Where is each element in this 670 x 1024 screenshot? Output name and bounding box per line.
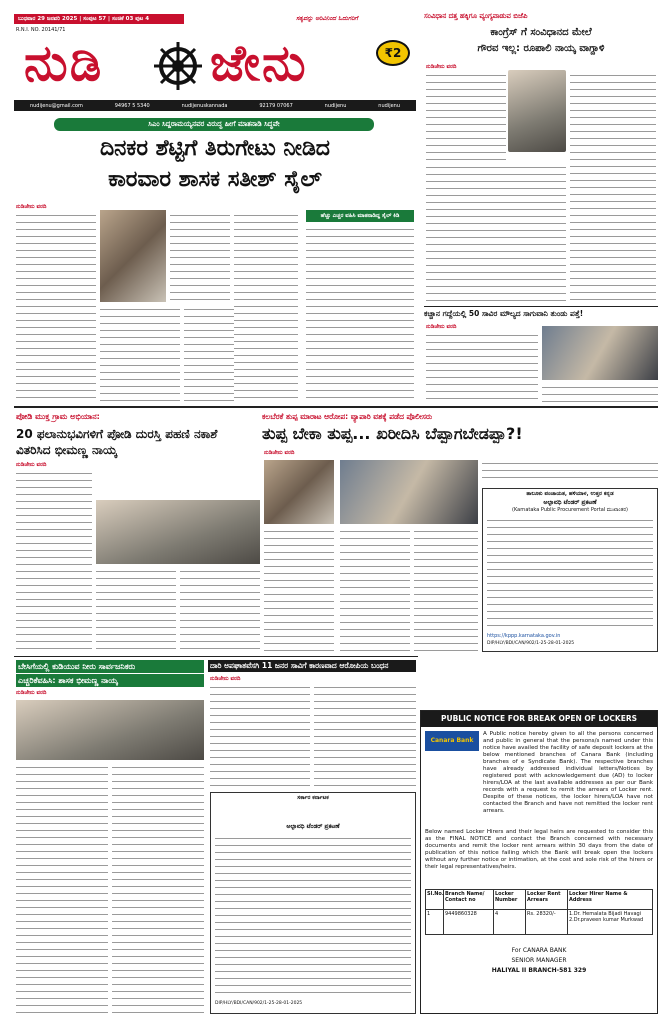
small-tender-line: ಅಲ್ಪಾವಧಿ ಟೆಂಡರ್ ಪ್ರಕಟಣೆ: [286, 823, 340, 830]
lead-column-2: [100, 306, 180, 402]
tender-dip: DIP/HLY/BDI/CAN/902/1-25-28-01-2025: [487, 641, 575, 646]
besige-col-2: [112, 764, 204, 1014]
contact-whatsapp: 92179 07067: [259, 102, 293, 109]
tender-subtitle: (Karnataka Public Procurement Portal ಮುಖಾಂತರ): [512, 507, 628, 513]
small-tender-body: [215, 835, 411, 995]
podi-kicker: ಪೋಡಿ ಮುಕ್ತ ಗ್ರಾಮ ಅಭಿಯಾನ:: [16, 412, 100, 421]
date-bar: ಬುಧವಾರ 29 ಜನವರಿ 2025 | ಸಂಪುಟ 57 | ಸಂಚಿಕೆ 03 ಪುಟ 4: [14, 14, 184, 24]
canara-bank-logo: Canara Bank: [425, 731, 479, 751]
public-notice-box: [420, 710, 658, 1014]
contact-phone: 94967 5 5340: [114, 102, 150, 109]
right-mid-col-2: [542, 384, 658, 404]
title-left: ನುಡಿ: [24, 34, 104, 92]
lead-kicker: ಸಿಎಂ ಸಿದ್ದರಾಮಯ್ಯನವರ ವಿರುದ್ಧ ಹೀಗೆ ಮಾತನಾಡಿ ಸಿದ್ಧವೇ: [54, 118, 374, 131]
podi-col-2: [96, 568, 176, 652]
right-kicker: ಸಂವಿಧಾನ ದತ್ತ ಹಕ್ಕಿಗೂ ವ್ಯಂಗ್ಯವಾಡುವ ಬಿಜೆಪಿ: [424, 12, 528, 20]
hirer-1: 1.Dr. Hemalata Bijadi Havagi: [569, 911, 642, 917]
bandhana-col-1: [210, 684, 310, 788]
small-tender-office: ಸರ್ಕಾರ ಕರ್ನಾಟಕ: [297, 795, 329, 801]
notice-table: [425, 889, 653, 935]
tuppa-byline: ನುಡಿಜೇನು ವರದಿ: [264, 450, 295, 456]
besige-photo: [16, 700, 204, 760]
small-tender-dip: DIP/HLY/BDI/CAN/902/1-25-28-01-2025: [215, 1001, 303, 1006]
lead-column-6: [306, 226, 414, 402]
contact-email: nudijenu@gmail.com: [29, 102, 83, 109]
tuppa-photo-1: [264, 460, 334, 524]
notice-signature-1: For CANARA BANK: [511, 947, 567, 954]
ship-wheel-icon: [152, 40, 204, 92]
td-hirer: [568, 910, 652, 934]
besige-byline: ನುಡಿಜೇನು ವರದಿ: [16, 690, 47, 696]
tuppa-kicker: ಕಲಬೆರಕೆ ತುಪ್ಪ ಮಾರಾಟ ಆರೋಪ: ವ್ಯಾಪಾರಿ ವಶಕ್ಕೆ ಪಡೆದ ಪೊಲೀಸರು: [262, 412, 433, 421]
podi-col-3: [180, 568, 260, 652]
th-hirer: Locker Hirer Name & Address: [569, 891, 628, 903]
lead-column-5: [234, 212, 298, 402]
tuppa-col-2: [340, 528, 410, 652]
tuppa-headline: ತುಪ್ಪ ಬೇಕಾ ತುಪ್ಪ... ಖರೀದಿಸಿ ಬೆಪ್ಪಾಗಬೇಡಪ್ಪಾ?!: [262, 424, 523, 443]
tuppa-col-3: [414, 528, 478, 652]
contact-youtube: nudijenu: [378, 102, 401, 109]
notice-body-2: Below named Locker Hirers and their legal heirs are requested to consider this as the FINAL NOTICE and contact the Branch concerned with necessary documents and remit the locker rent arrears within 30 days from the date of publication of this notice failing which the Bank will break open the lockers without any further notice or intimation, at the cost and sole risk of the hirers or their legal representatives/heirs.: [425, 829, 653, 870]
title-right: ಜೇನು: [210, 34, 308, 92]
right-photo-portrait: [508, 70, 566, 152]
right-mid-byline: ನುಡಿಜೇನು ವರದಿ: [426, 324, 457, 330]
right-col-1: [426, 72, 506, 162]
besige-col-1: [16, 764, 108, 1014]
podi-photo: [96, 500, 260, 564]
podi-byline: ನುಡಿಜೇನು ವರದಿ: [16, 462, 47, 468]
td-slno: 1: [426, 910, 444, 934]
right-col-3: [426, 164, 566, 302]
bandhana-headline: ದಾರಿ ಅಪಘಾತವೆಸಗಿ 11 ಜನರ ಸಾವಿಗೆ ಕಾರಣವಾದ ಆರೋಪಿಯ ಬಂಧನ: [208, 660, 416, 672]
tender-title: ಅಲ್ಪಾವಧಿ ಟೆಂಡರ್ ಪ್ರಕಟಣೆ: [543, 499, 597, 506]
lead-headline-1: ದಿನಕರ ಶೆಟ್ಟಿಗೆ ತಿರುಗೇಟು ನೀಡಿದ: [99, 136, 331, 161]
tagline: ಸತ್ಯವನ್ನು ಅರಿವಿನಿಂದ ಓದುಗರಿಗೆ: [296, 15, 358, 22]
tender-office: ತಾಲೂಕು ಪಂಚಾಯತ, ಹಳಿಯಾಳ, ಉತ್ತರ ಕನ್ನಡ: [526, 491, 614, 497]
table-row: [426, 910, 652, 934]
tuppa-col-4: [482, 460, 658, 484]
lead-column-4: [184, 306, 240, 402]
small-tender-box: [210, 792, 416, 1014]
lower-divider: [14, 656, 418, 657]
tuppa-col-1: [264, 528, 334, 652]
td-branch: 9449860328: [444, 910, 494, 934]
contact-bar: [14, 100, 416, 111]
th-arrears: Locker Rent Arrears: [526, 890, 568, 909]
notice-body: A Public notice hereby given to all the persons concerned and public in general that the persons/s named under this notice have availed the facility of safe deposit lockers at the below mentioned branches of Canara Bank (including branches of e Syndicate Bank). The respective branches have already addressed individual letters/Notices by registered post with acknowledgement due (AD) to locker hirers/LOA at the last available addresses as per our Bank records with a request to remit the arrears of Locker rent. Despite of these notices, the locker hirers/LOA have not contacted the Branch and have not remitted the locker rent arrears.: [483, 731, 653, 814]
bandhana-byline: ನುಡಿಜೇನು ವರದಿ: [210, 676, 241, 682]
right-headline-1: ಕಾಂಗ್ರೆಸ್ ಗೆ ಸಂವಿಧಾನದ ಮೇಲೆ: [490, 27, 592, 38]
th-branch: Branch Name/ Contact no: [444, 890, 494, 909]
td-locker: 4: [494, 910, 526, 934]
price-badge: ₹2: [376, 40, 410, 66]
right-divider: [424, 306, 658, 307]
podi-col-1: [16, 470, 92, 652]
right-col-2: [570, 72, 656, 302]
section-divider: [14, 406, 658, 408]
rni-number: R.N.I. NO. 20141/71: [16, 27, 66, 33]
right-mid-col-1: [426, 332, 538, 402]
notice-signature-3: HALIYAL II BRANCH-581 329: [491, 967, 587, 974]
right-byline: ನುಡಿಜೇನು ವರದಿ: [426, 64, 457, 70]
td-arrears: Rs. 28320/-: [526, 910, 568, 934]
masthead-title: [14, 34, 416, 96]
right-headline-2: ಗೌರವ ಇಲ್ಲ: ರೂಪಾಲಿ ನಾಯ್ಕ ವಾಗ್ದಾಳಿ: [477, 43, 605, 54]
tender-portal: https://kppp.karnataka.gov.in: [487, 633, 561, 639]
right-mid-headline: ಕಚ್ಚಾನ ಗದ್ದೆಯಲ್ಲಿ 50 ಸಾವಿರ ಮೌಲ್ಯದ ಸಾಗುವಾನಿ ತುಂಡು ಪತ್ತೆ!: [424, 309, 584, 318]
notice-title: PUBLIC NOTICE FOR BREAK OPEN OF LOCKERS: [421, 711, 657, 727]
lead-byline: ನುಡಿಜೇನು ವರದಿ: [16, 204, 47, 210]
right-mid-photo: [542, 326, 658, 380]
lead-headline-2: ಕಾರವಾರ ಶಾಸಕ ಸತೀಶ್ ಸೈಲ್: [108, 167, 322, 192]
th-slno: Sl.No.: [426, 890, 444, 909]
hirer-2: 2.Dr.praveen kumar Murkwad: [569, 917, 644, 923]
lead-column-1: [16, 212, 96, 402]
lead-subhead: ಹೆಚ್ಚು ಎಚ್ಚರ ವಹಿಸಿ ಮಾತನಾಡಿದ್ದ ಸೈಲ್ ಕಿಡಿ: [306, 210, 414, 222]
contact-instagram: nudijenu: [324, 102, 347, 109]
tender-body: [487, 517, 653, 631]
besige-headline-1: ಬೇಸಿಗೆಯಲ್ಲಿ ಕುಡಿಯುವ ನೀರು ಸಾರ್ವಜನಿಕರು: [16, 660, 204, 673]
tuppa-photo-2: [340, 460, 478, 524]
podi-headline: 20 ಫಲಾನುಭವಿಗಳಿಗೆ ಪೋಡಿ ದುರಸ್ತಿ ಪಹಣಿ ನಕಾಶೆ ವಿತರಿಸಿದ ಭೀಮಣ್ಣ ನಾಯ್ಕ: [16, 427, 218, 457]
th-locker: Locker Number: [494, 890, 526, 909]
besige-headline-2: ಎಚ್ಚರಿಕೆವಹಿಸಿ: ಶಾಸಕ ಭೀಮಣ್ಣ ನಾಯ್ಕ: [16, 674, 204, 687]
contact-facebook: nudijenuskannada: [181, 102, 228, 109]
tender-notice-box: [482, 488, 658, 652]
bandhana-col-2: [314, 684, 416, 788]
lead-photo: [100, 210, 166, 302]
lead-column-3: [170, 212, 230, 302]
notice-signature-2: SENIOR MANAGER: [511, 957, 567, 964]
